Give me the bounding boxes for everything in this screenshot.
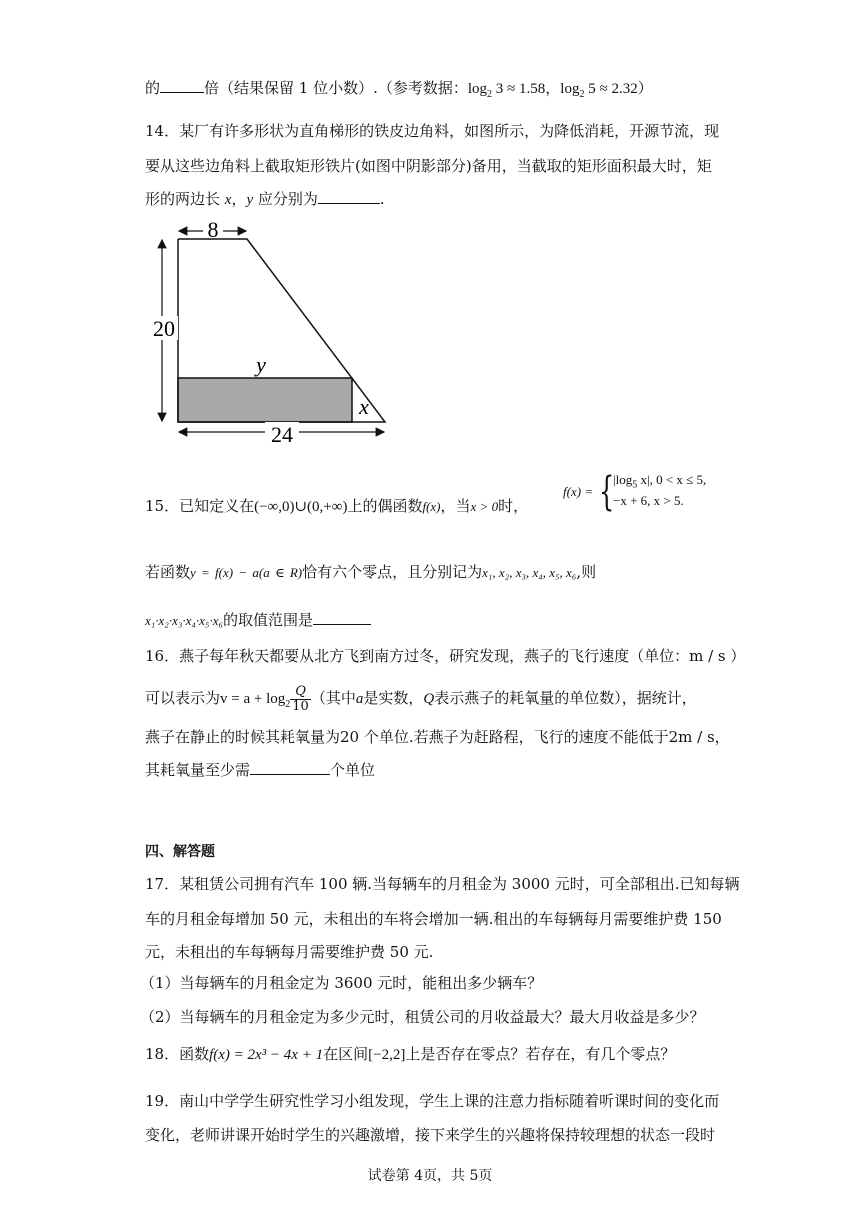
answer-blank	[313, 610, 371, 625]
math: x₁·x₂·x₃·x₄·x₅·x₆	[145, 613, 223, 628]
math: x₁, x₂, x₃, x₄, x₅, x₆	[482, 565, 577, 580]
text: 18．函数	[145, 1045, 210, 1063]
text: ，	[231, 190, 247, 208]
math: x > 0	[470, 499, 499, 514]
text: ,则	[576, 563, 597, 581]
math: [−2,2]	[368, 1047, 406, 1063]
numerator: Q	[290, 685, 311, 700]
label-x: x	[359, 394, 369, 419]
text: 个单位	[330, 761, 376, 779]
q18-line	[145, 1044, 720, 1065]
text: 上是否存在零点？若存在，有几个零点？	[405, 1045, 676, 1063]
answer-blank	[250, 760, 330, 775]
text: 可以表示为	[145, 689, 221, 707]
math: 2	[487, 89, 493, 100]
denominator: 10	[292, 698, 309, 714]
math: 3 ≈ 1.58	[492, 81, 546, 97]
q17-sub1: （1）当每辆车的月租金定为 3600 元时，能租出多少辆车？	[140, 974, 543, 992]
text: .	[379, 190, 385, 208]
math: |log	[613, 472, 633, 487]
text: 若函数	[145, 563, 191, 581]
math: 2	[579, 89, 585, 100]
math: f(x) = 2x³ − 4x + 1	[209, 1047, 324, 1063]
text: 倍（结果保留 1 位小数）.（参考数据：	[204, 79, 468, 97]
fraction	[290, 685, 311, 714]
q14-line1: 14．某厂有许多形状为直角梯形的铁皮边角料，如图所示，为降低消耗，开源节流，现	[145, 122, 720, 140]
q17-sub2: （2）当每辆车的月租金定为多少元时，租赁公司的月收益最大？最大月收益是多少？	[140, 1008, 705, 1026]
text: ）	[637, 79, 653, 97]
text: 其耗氧量至少需	[145, 761, 251, 779]
text: 表示燕子的耗氧量的单位数），据统计，	[434, 689, 697, 707]
answer-blank	[318, 189, 380, 204]
q16-line2	[145, 684, 720, 719]
q17-line3: 元，未租出的车每辆每月需要维护费 50 元.	[145, 943, 434, 961]
brace: {	[599, 469, 615, 515]
math: y	[246, 192, 254, 208]
section-heading: 四、解答题	[145, 844, 215, 860]
label-y: y	[256, 352, 266, 377]
text: 恰有六个零点，且分别记为	[302, 563, 483, 581]
text: 上的偶函数	[347, 497, 423, 515]
text: 的	[145, 79, 161, 97]
math: x	[224, 192, 232, 208]
piece-2: −x + 6, x > 5.	[613, 493, 684, 508]
label-left: 20	[153, 316, 175, 341]
math: a	[355, 691, 364, 707]
math: v = a + log	[220, 691, 286, 707]
text: ，当	[440, 497, 471, 515]
q14-line2: 要从这些边角料上截取矩形铁片(如图中阴影部分)备用，当截取的矩形面积最大时，矩	[145, 157, 712, 175]
math: f(x)	[422, 499, 441, 514]
q15-line2	[145, 562, 720, 583]
q14-line3	[145, 189, 720, 210]
math: 2	[285, 699, 291, 710]
text: 在区间	[323, 1045, 369, 1063]
text: 15．已知定义在	[145, 497, 255, 515]
q15-line3	[145, 610, 720, 631]
text: 是实数，	[363, 689, 424, 707]
text: 的取值范围是	[223, 611, 314, 629]
q15-line1	[145, 496, 560, 517]
math: (−∞,0)∪(0,+∞)	[254, 499, 348, 515]
q17-line1: 17．某租赁公司拥有汽车 100 辆.当每辆车的月租金为 3000 元时，可全部租出.已知每辆	[145, 875, 740, 893]
label-bottom: 24	[271, 422, 293, 444]
math: f(x) =	[563, 484, 594, 499]
q19-line2: 变化，老师讲课开始时学生的兴趣激增，接下来学生的兴趣将保持较理想的状态一段时	[145, 1126, 716, 1144]
trapezoid-figure	[145, 222, 395, 444]
piece-1	[613, 472, 706, 491]
math: log	[467, 81, 488, 97]
q16-line1: 16．燕子每年秋天都要从北方飞到南方过冬，研究发现，燕子的飞行速度（单位：m / s ）	[145, 647, 746, 665]
math: 5	[632, 479, 638, 491]
q19-line1: 19．南山中学学生研究性学习小组发现，学生上课的注意力指标随着听课时间的变化而	[145, 1092, 720, 1110]
text: 应分别为	[253, 190, 318, 208]
piecewise-function	[563, 469, 743, 515]
q13-continuation	[145, 78, 720, 105]
q16-line3: 燕子在静止的时候其耗氧量为20 个单位.若燕子为赶路程，飞行的速度不能低于2m / s，	[145, 728, 730, 746]
math: Q	[423, 691, 435, 707]
q16-line4	[145, 760, 720, 780]
math: 5 ≈ 2.32	[584, 81, 638, 97]
label-top: 8	[207, 222, 219, 242]
math: y = f(x) − a(a ∈ R)	[190, 565, 303, 580]
page-footer: 试卷第 4页，共 5页	[367, 1168, 493, 1184]
text: 时，	[498, 497, 529, 515]
text: ，	[545, 79, 561, 97]
math: x|, 0 < x ≤ 5,	[637, 472, 707, 487]
shaded-rectangle	[178, 378, 352, 422]
answer-blank	[160, 78, 204, 93]
text: （其中	[310, 689, 356, 707]
math: log	[560, 81, 580, 97]
q17-line2: 车的月租金每增加 50 元，未租出的车将会增加一辆.租出的车每辆每月需要维护费 150	[145, 910, 722, 928]
text: 形的两边长	[145, 190, 225, 208]
